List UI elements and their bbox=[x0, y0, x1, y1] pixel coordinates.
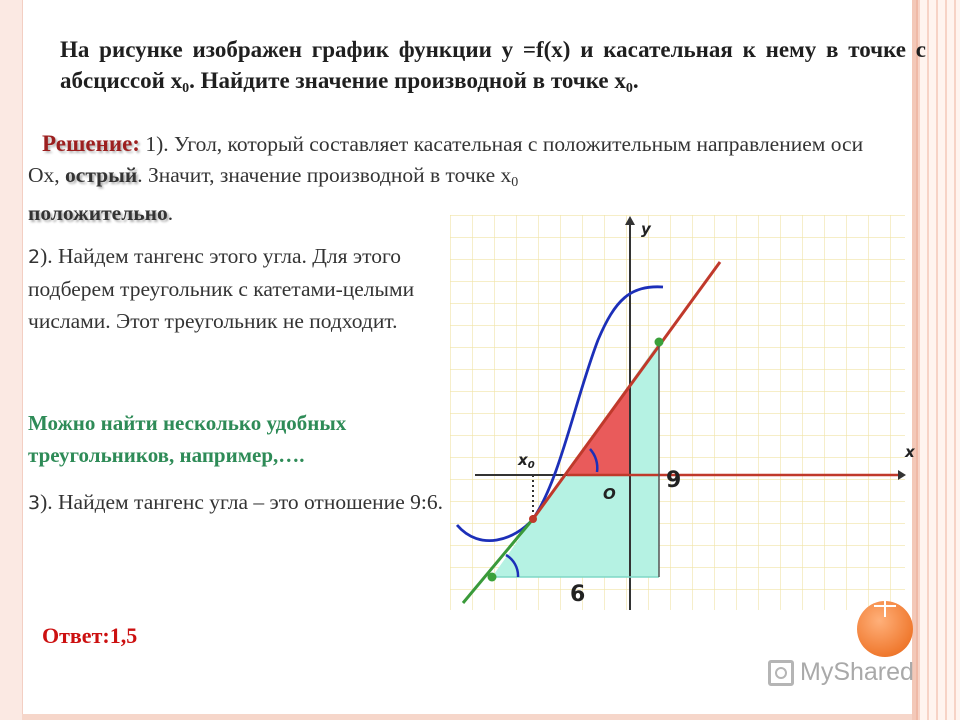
function-graph bbox=[440, 205, 915, 625]
x0-label-main: x bbox=[518, 451, 528, 469]
slide-frame-left bbox=[0, 0, 23, 720]
vertical-leg-label: 9 bbox=[666, 468, 682, 493]
step1-acute-word: острый bbox=[65, 163, 138, 187]
solution-label: Решение: bbox=[42, 131, 140, 156]
slide-frame-right bbox=[916, 0, 960, 720]
problem-subscript-2: 0 bbox=[625, 81, 633, 96]
hint-text: Можно найти несколько удобных треугольников, например,…. bbox=[28, 411, 347, 467]
solution-step-3 bbox=[28, 486, 448, 519]
solution-step-2 bbox=[28, 240, 438, 337]
slide-frame-bottom bbox=[22, 714, 912, 720]
horizontal-leg-label: 6 bbox=[570, 582, 586, 607]
answer-text: Ответ:1,5 bbox=[42, 623, 138, 648]
step2-text: ). Найдем тангенс этого угла. Для этого подберем треугольник с катетами-целыми числами. Этот треугольник не подходит. bbox=[28, 244, 415, 333]
step1-text-b: . Значит, значение производной в точке x bbox=[137, 163, 512, 187]
origin-label: O bbox=[603, 485, 616, 503]
x-axis-label: x bbox=[905, 443, 915, 461]
x0-label-sub: 0 bbox=[527, 460, 535, 471]
step3-text: ). Найдем тангенс угла – это отношение 9:6. bbox=[40, 490, 443, 514]
tangency-point bbox=[529, 515, 537, 523]
triangle-point-lower bbox=[488, 573, 497, 582]
step1-end: . bbox=[167, 201, 174, 225]
problem-text-1: На рисунке изображен график функции y =f(x) и касательная к нему в точке с абсциссой x bbox=[60, 37, 926, 93]
step1-positive-word: положительно bbox=[28, 201, 168, 225]
myshared-logo bbox=[768, 658, 914, 687]
logo-text: MyShared bbox=[800, 658, 914, 686]
step2-number: 2 bbox=[28, 246, 41, 268]
decorative-orange-circle bbox=[857, 601, 913, 657]
problem-text-3: . bbox=[632, 68, 639, 93]
step1-text-a: 1). Угол, который составляет касательная с положительным направлением оси Ох, bbox=[28, 132, 864, 187]
problem-text-2: . Найдите значение производной в точке x bbox=[189, 68, 626, 93]
y-axis-label: y bbox=[641, 220, 651, 238]
logo-icon bbox=[768, 660, 794, 686]
step1-subscript: 0 bbox=[511, 175, 519, 190]
problem-subscript-1: 0 bbox=[182, 81, 190, 96]
problem-statement bbox=[60, 34, 926, 104]
triangle-point-upper bbox=[655, 338, 664, 347]
step3-number: 3 bbox=[28, 492, 41, 514]
